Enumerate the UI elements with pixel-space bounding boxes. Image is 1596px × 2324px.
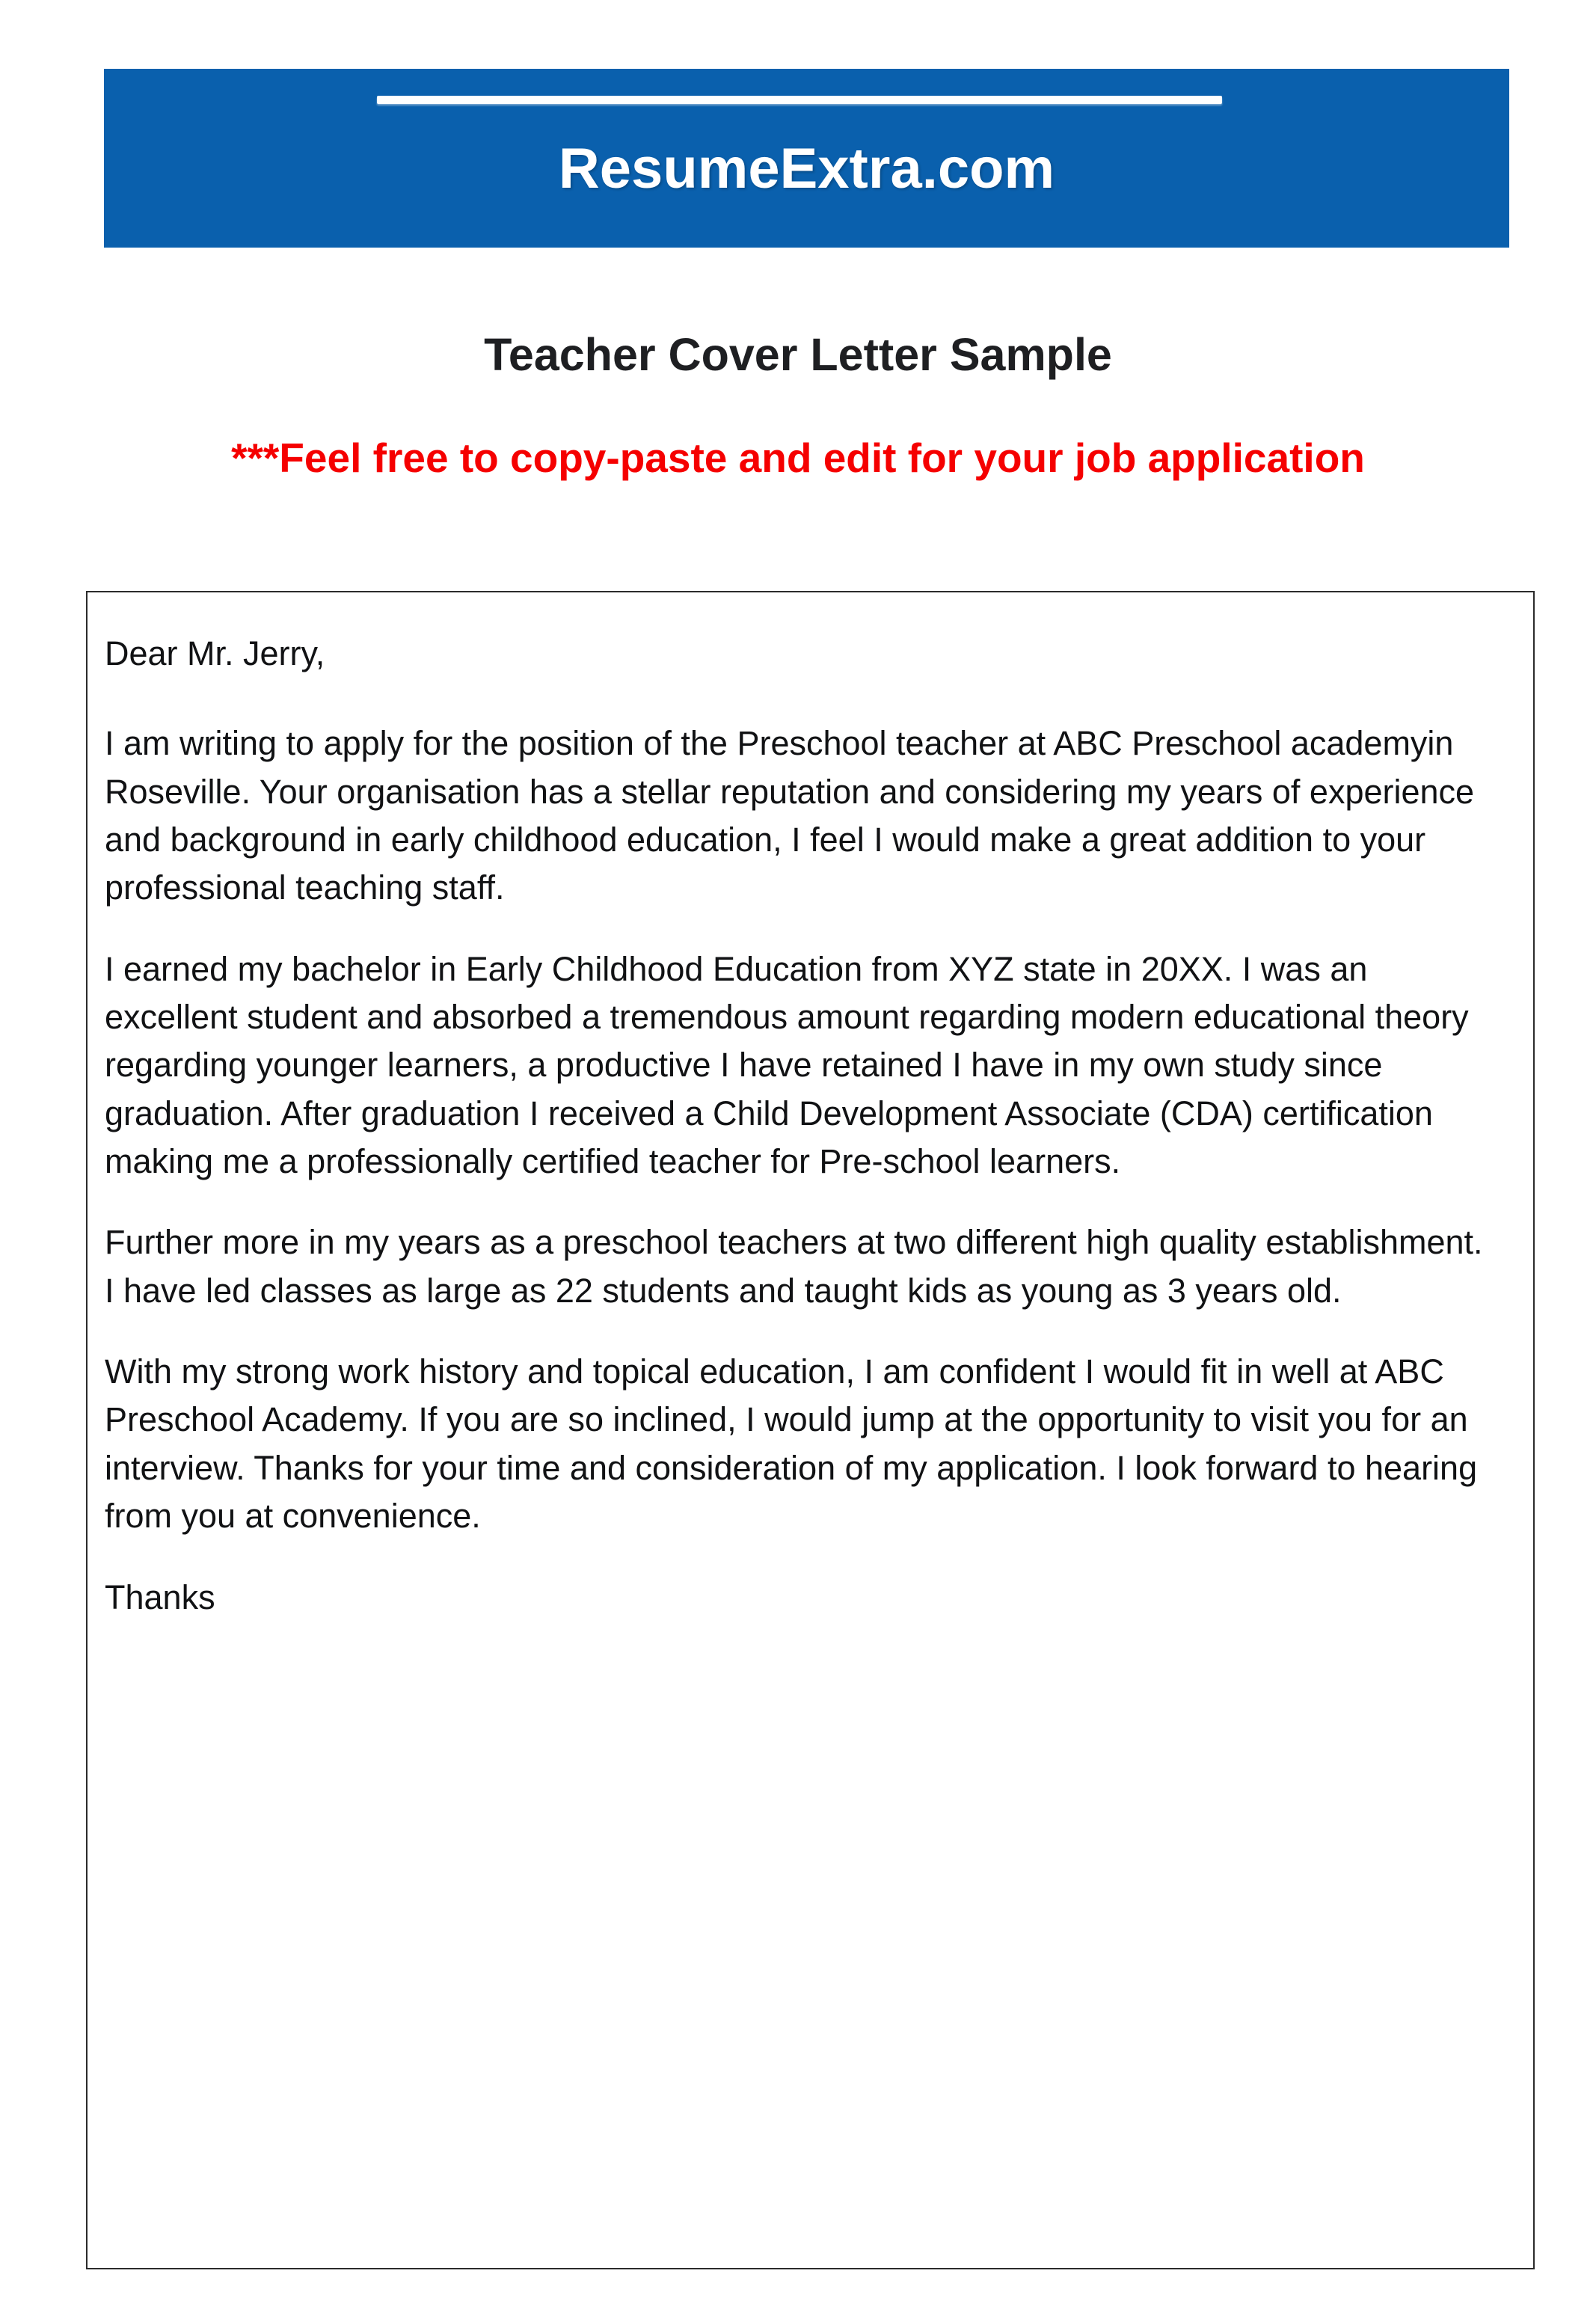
cover-letter-body	[105, 630, 1492, 1622]
brand-banner	[104, 69, 1509, 248]
page-title: Teacher Cover Letter Sample	[484, 328, 1112, 380]
letter-closing: Thanks	[105, 1578, 215, 1616]
brand-wordmark: ResumeExtra.com	[558, 137, 1055, 200]
brand-divider-rule	[377, 96, 1222, 104]
letter-paragraph: Further more in my years as a preschool teachers at two different high quality establishment. I have led classes as large as 22 students and taught kids as young as 3 years old.	[105, 1223, 1493, 1310]
letter-paragraph: I earned my bachelor in Early Childhood Education from XYZ state in 20XX. I was an excellent student and absorbed a tremendous amount regarding modern educational theory regarding younger learners, a productive I have retained I have in my own study since graduation. After graduation I received a Child Development Associate (CDA) certification making me a professionally certified teacher for Pre-school learners.	[105, 949, 1479, 1181]
cover-letter-box	[86, 591, 1535, 2269]
letter-salutation: Dear Mr. Jerry,	[105, 634, 325, 672]
letter-paragraph: With my strong work history and topical education, I am confident I would fit in well at ABC Preschool Academy. If you are so inclined, I would jump at the opportunity to visit you for an interview. Thanks for your time and consideration of my application. I look forward to hearing from you at convenience.	[105, 1352, 1487, 1536]
letter-paragraph: I am writing to apply for the position of the Preschool teacher at ABC Preschool academyin Roseville. Your organisation has a stellar reputation and considering my years of experience and background in early childhood education, I feel I would make a great addition to your professional teaching staff.	[105, 724, 1484, 907]
copy-paste-notice: ***Feel free to copy-paste and edit for your job application	[231, 435, 1365, 481]
